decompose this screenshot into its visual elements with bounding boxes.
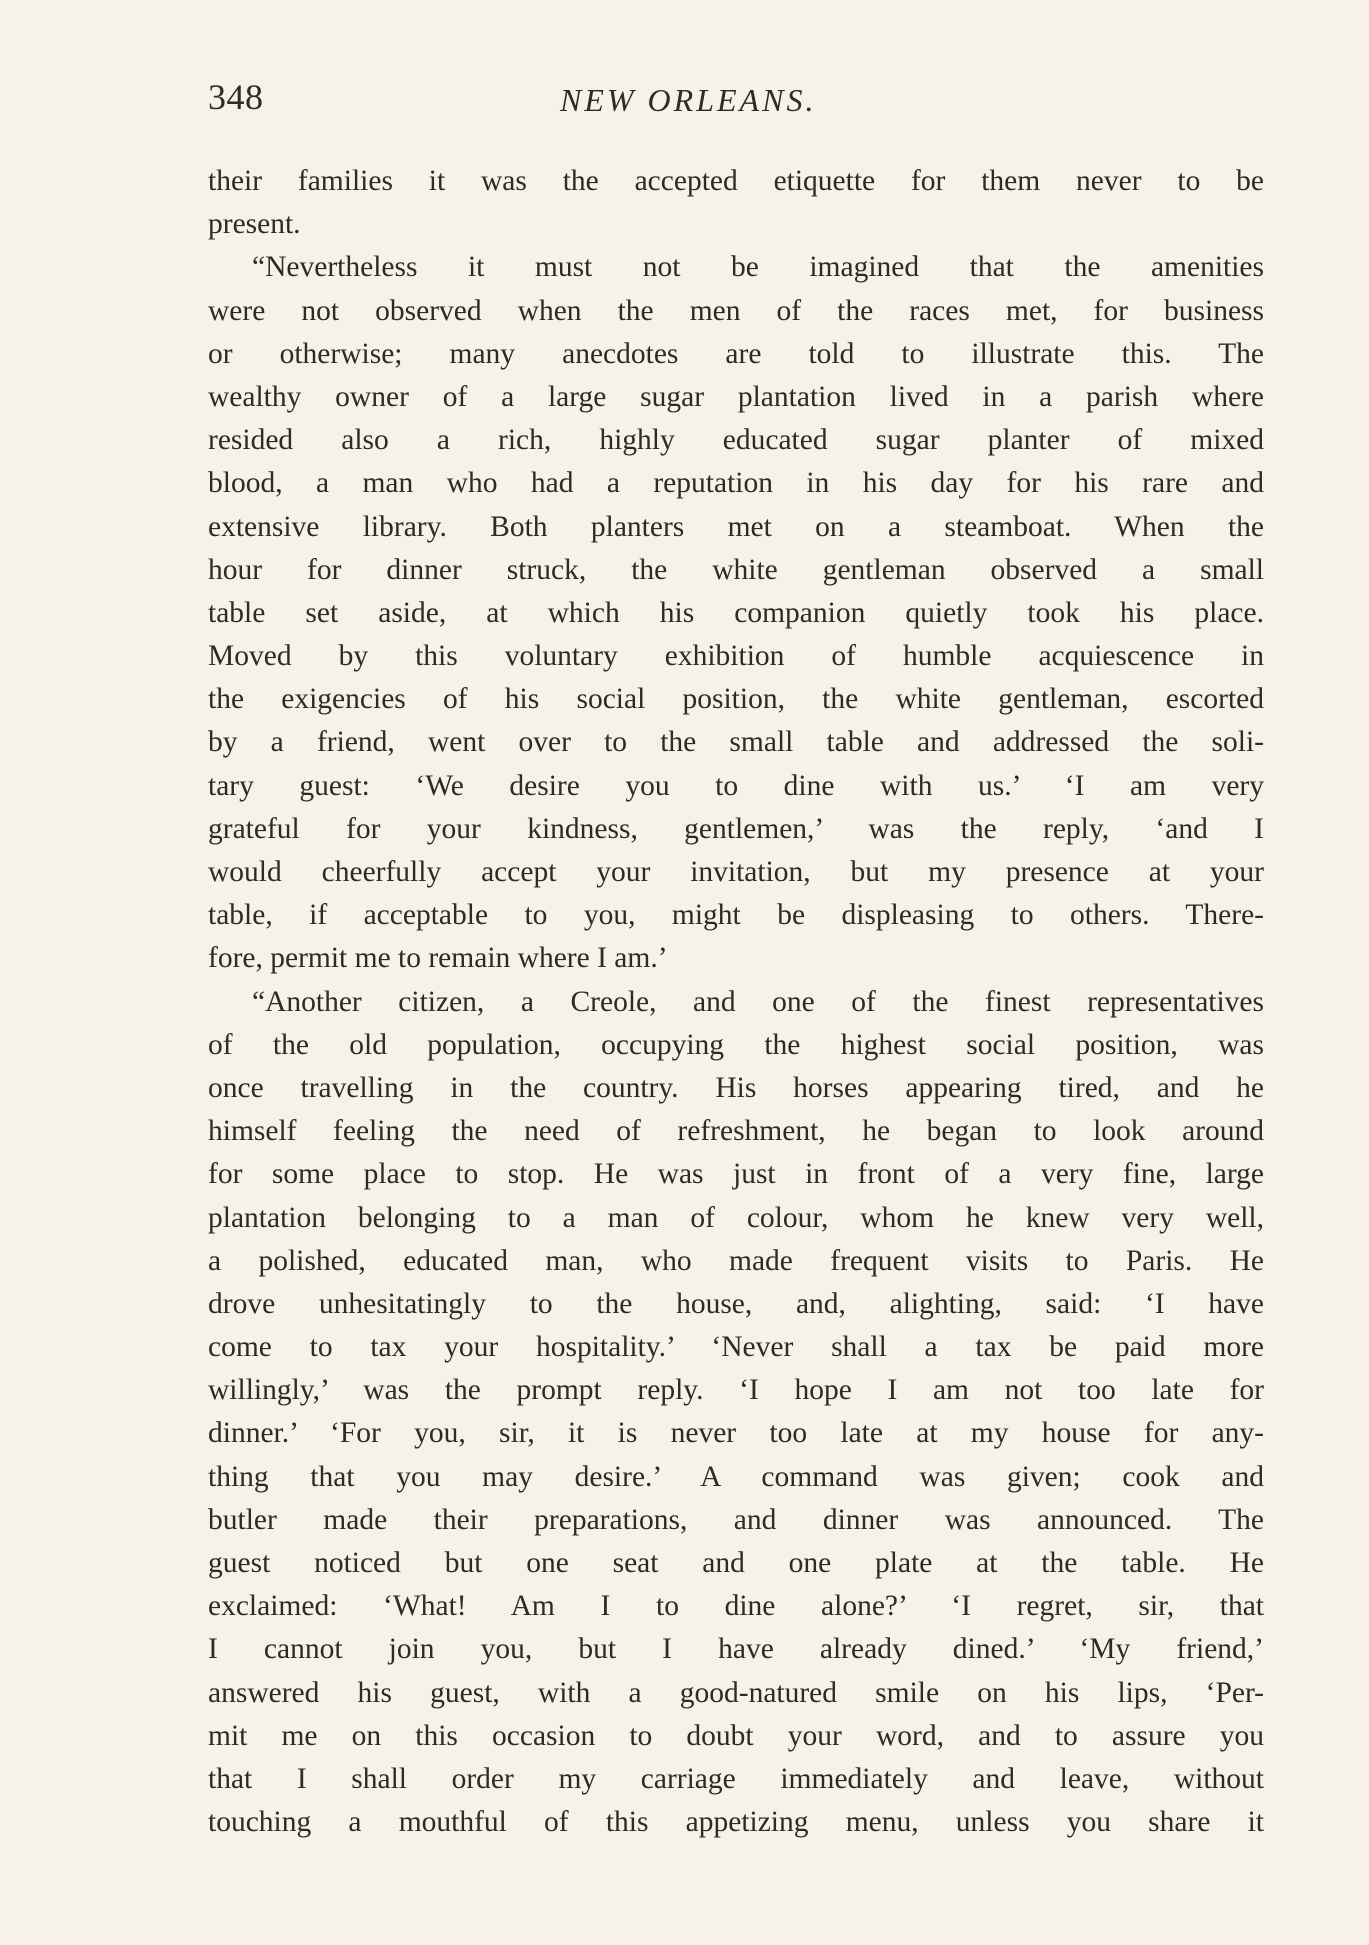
text-line: come to tax your hospitality.’ ‘Never shall a tax be paid more: [208, 1331, 1264, 1364]
text-line: the exigencies of his social position, the white gentleman, escorted: [208, 683, 1264, 716]
text-line: fore, permit me to remain where I am.’: [208, 942, 668, 975]
text-line: grateful for your kindness, gentlemen,’ was the reply, ‘and I: [208, 812, 1264, 845]
text-line: wealthy owner of a large sugar plantation lived in a parish where: [208, 380, 1264, 413]
text-line: exclaimed: ‘What! Am I to dine alone?’ ‘I regret, sir, that: [208, 1590, 1264, 1623]
text-line: blood, a man who had a reputation in his day for his rare and: [208, 467, 1264, 500]
text-line: drove unhesitatingly to the house, and, alighting, said: ‘I have: [208, 1287, 1264, 1320]
text-line: plantation belonging to a man of colour, whom he knew very well,: [208, 1201, 1264, 1234]
text-line: dinner.’ ‘For you, sir, it is never too late at my house for any-: [208, 1417, 1264, 1450]
text-line: mit me on this occasion to doubt your word, and to assure you: [208, 1719, 1264, 1752]
text-line: Moved by this voluntary exhibition of humble acquiescence in: [208, 640, 1264, 673]
text-line: butler made their preparations, and dinner was announced. The: [208, 1503, 1264, 1536]
body-text: [208, 160, 1264, 1844]
text-line: for some place to stop. He was just in front of a very fine, large: [208, 1158, 1264, 1191]
page-number: 348: [208, 77, 264, 117]
text-line: present.: [208, 208, 301, 241]
text-line: guest noticed but one seat and one plate at the table. He: [208, 1547, 1264, 1579]
text-line: were not observed when the men of the races met, for business: [208, 294, 1264, 327]
text-line: willingly,’ was the prompt reply. ‘I hope I am not too late for: [208, 1374, 1264, 1407]
text-line: extensive library. Both planters met on a steamboat. When the: [208, 510, 1264, 543]
text-line: thing that you may desire.’ A command was given; cook and: [208, 1460, 1264, 1493]
text-line: of the old population, occupying the highest social position, was: [208, 1028, 1264, 1061]
text-line: I cannot join you, but I have already dined.’ ‘My friend,’: [208, 1633, 1264, 1666]
text-line: table, if acceptable to you, might be displeasing to others. There-: [208, 899, 1264, 932]
running-title: NEW ORLEANS.: [560, 82, 817, 118]
text-line: a polished, educated man, who made frequent visits to Paris. He: [208, 1244, 1264, 1277]
text-line: table set aside, at which his companion quietly took his place.: [208, 596, 1264, 629]
text-line: resided also a rich, highly educated sugar planter of mixed: [208, 424, 1264, 457]
text-line: tary guest: ‘We desire you to dine with us.’ ‘I am very: [208, 769, 1264, 802]
text-line: or otherwise; many anecdotes are told to illustrate this. The: [208, 337, 1264, 370]
text-line: that I shall order my carriage immediately and leave, without: [208, 1762, 1264, 1795]
text-line: “Another citizen, a Creole, and one of the finest representatives: [252, 985, 1264, 1018]
text-line: touching a mouthful of this appetizing menu, unless you share it: [208, 1806, 1264, 1839]
text-line: himself feeling the need of refreshment, he began to look around: [208, 1115, 1264, 1148]
text-line: their families it was the accepted etiquette for them never to be: [208, 165, 1264, 197]
text-line: answered his guest, with a good-natured smile on his lips, ‘Per-: [208, 1676, 1264, 1709]
text-line: “Nevertheless it must not be imagined that the amenities: [252, 251, 1264, 284]
text-line: once travelling in the country. His horses appearing tired, and he: [208, 1071, 1264, 1104]
text-line: hour for dinner struck, the white gentleman observed a small: [208, 553, 1264, 586]
text-line: would cheerfully accept your invitation, but my presence at your: [208, 856, 1264, 888]
text-line: by a friend, went over to the small table and addressed the soli-: [208, 726, 1264, 759]
